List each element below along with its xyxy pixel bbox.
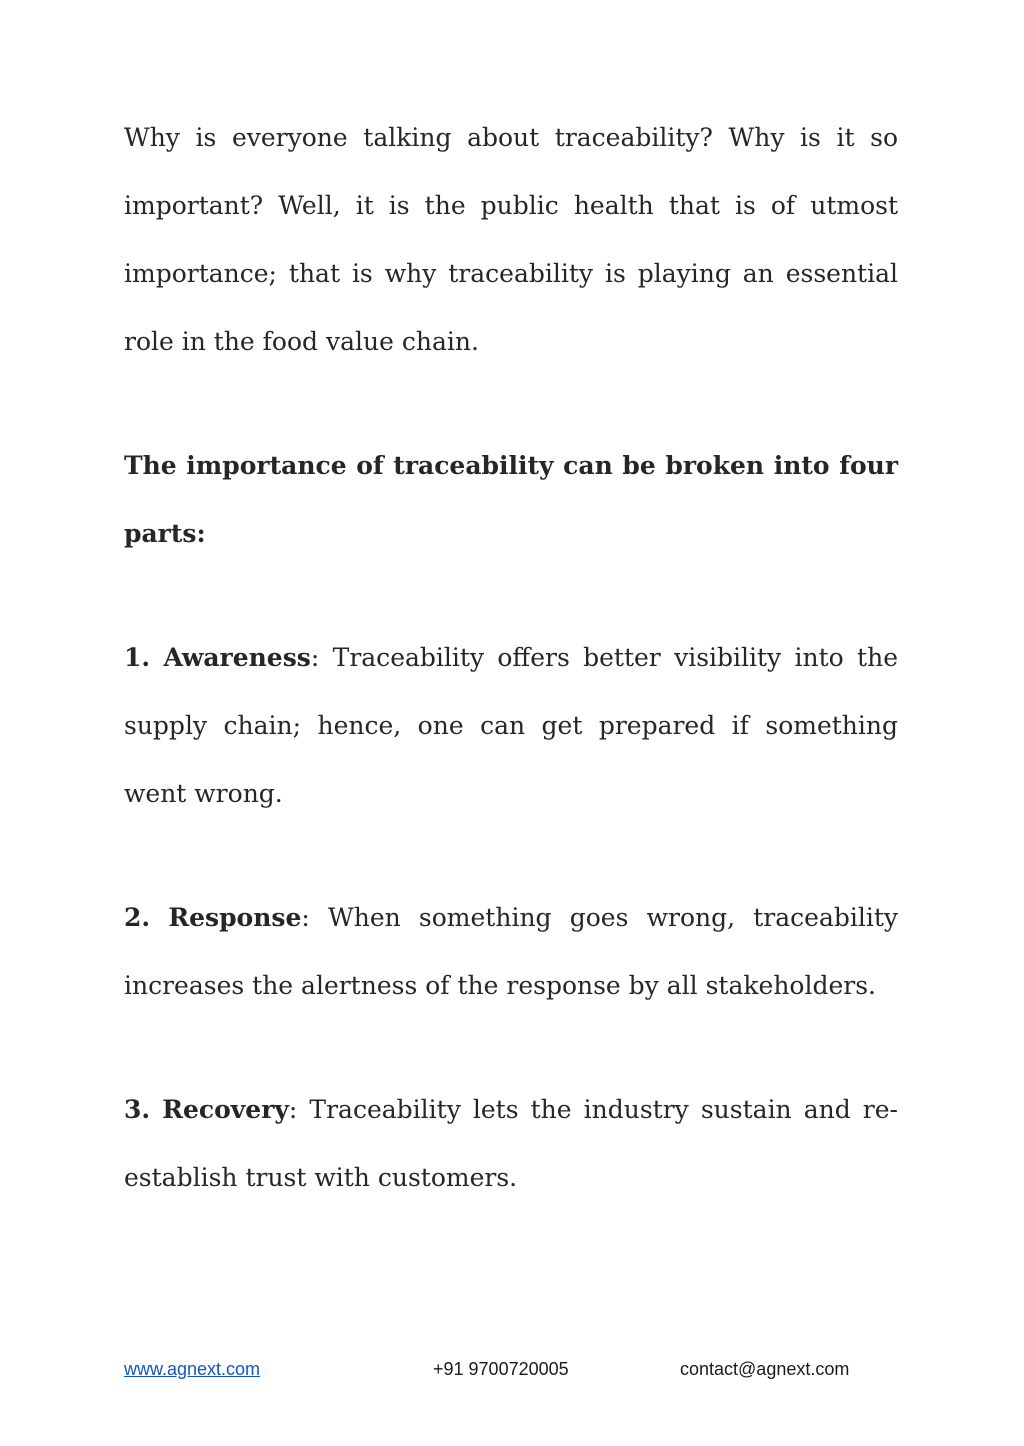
intro-paragraph: Why is everyone talking about traceability? Why is it so important? Well, it is the public health that is of utmost importance; that is why traceability is playing an essential role in the food value chain. — [124, 123, 898, 356]
document-body — [124, 104, 898, 1212]
spacer — [124, 376, 898, 432]
item-number: 1. — [124, 643, 151, 672]
item-text: When something goes wrong, traceability increases the alertness of the response by all stakeholders. — [124, 903, 899, 1000]
website-link[interactable]: www.agnext.com — [124, 1359, 261, 1379]
spacer — [124, 568, 898, 624]
item-term: Response — [168, 903, 302, 932]
item-term: Recovery — [162, 1095, 289, 1124]
list-item-recovery — [124, 1076, 898, 1212]
spacer — [124, 1020, 898, 1076]
item-text: Traceability lets the industry sustain and re-establish trust with customers. — [124, 1095, 899, 1192]
item-term: Awareness — [163, 643, 311, 672]
phone-number: +91 9700720005 — [433, 1359, 569, 1379]
item-separator: : — [310, 643, 320, 672]
list-item-response — [124, 884, 898, 1020]
spacer — [124, 828, 898, 884]
section-heading: The importance of traceability can be broken into four parts: — [124, 451, 898, 548]
page-footer — [0, 1359, 1024, 1383]
list-item-awareness — [124, 624, 898, 828]
item-number: 3. — [124, 1095, 151, 1124]
item-separator: : — [301, 903, 310, 932]
item-text: Traceability offers better visibility into the supply chain; hence, one can get prepared if something went wrong. — [124, 643, 898, 808]
item-number: 2. — [124, 903, 151, 932]
contact-email: contact@agnext.com — [680, 1359, 850, 1379]
item-separator: : — [288, 1095, 298, 1124]
